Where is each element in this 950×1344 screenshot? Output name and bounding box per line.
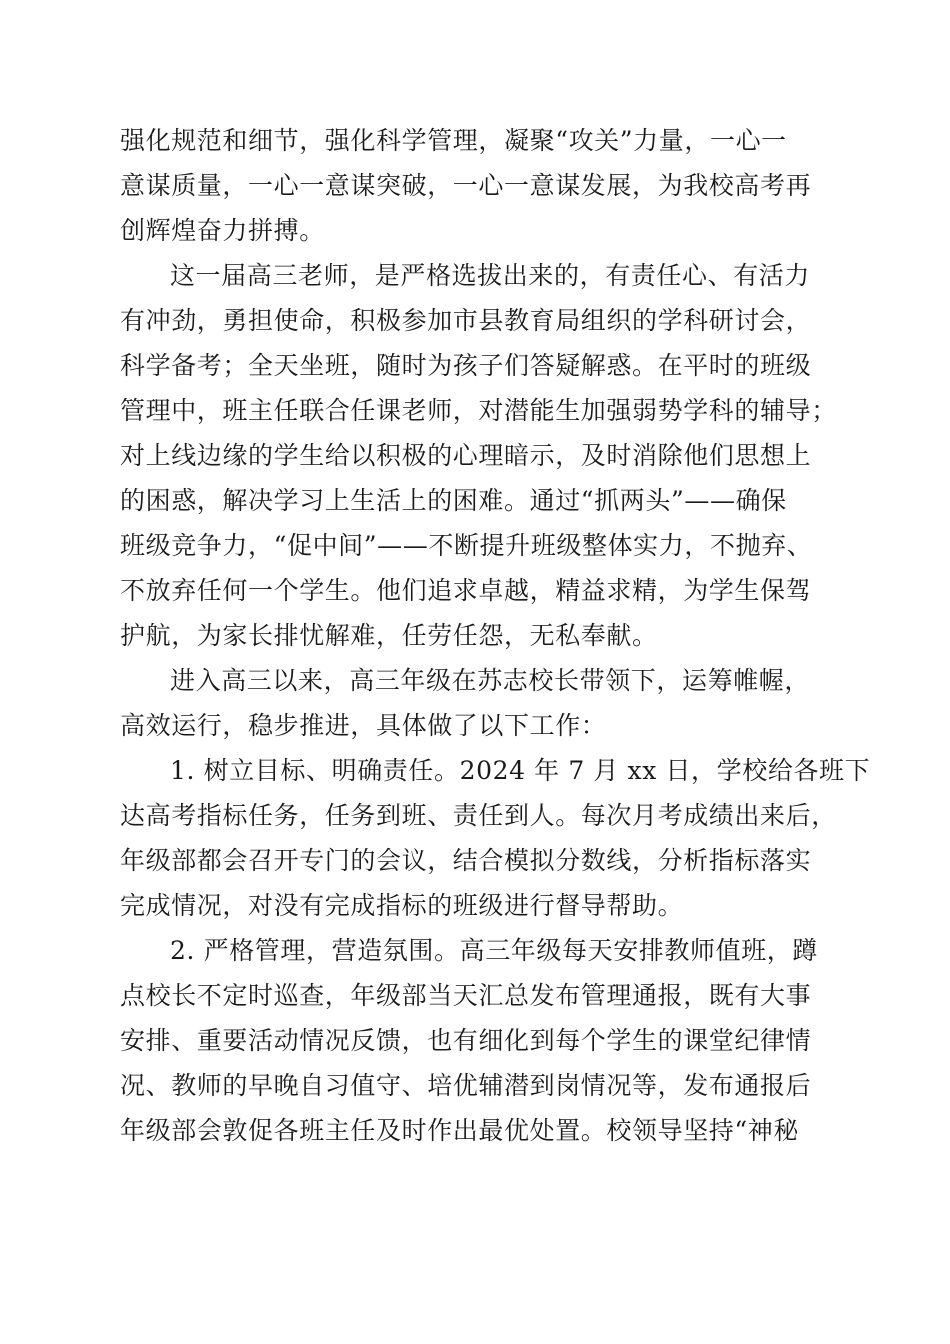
text-line: 安排、重要活动情况反馈，也有细化到每个学生的课堂纪律情 — [120, 1026, 812, 1055]
text-line: 强化规范和细节，强化科学管理，凝聚“攻关”力量，一心一 — [120, 126, 787, 155]
text-line: 点校长不定时巡查，年级部当天汇总发布管理通报，既有大事 — [120, 981, 812, 1010]
text-line: 年级部都会召开专门的会议，结合模拟分数线，分析指标落实 — [120, 846, 812, 875]
text-line: 不放弃任何一个学生。他们追求卓越，精益求精，为学生保驾 — [120, 576, 812, 605]
text-line: 护航，为家长排忧解难，任劳任怨，无私奉献。 — [120, 621, 658, 650]
paragraph-item-1 — [120, 748, 871, 928]
paragraph-continued — [120, 118, 832, 253]
paragraph-item-2 — [120, 928, 832, 1153]
text-line: 完成情况，对没有完成指标的班级进行督导帮助。 — [120, 891, 684, 920]
text-line: 的困惑，解决学习上生活上的困难。通过“抓两头”——确保 — [120, 486, 787, 515]
paragraph-teachers — [120, 253, 837, 658]
text-line: 高效运行，稳步推进，具体做了以下工作： — [120, 711, 607, 740]
text-line: 达高考指标任务，任务到班、责任到人。每次月考成绩出来后， — [120, 801, 837, 830]
text-line: 科学备考；全天坐班，随时为孩子们答疑解惑。在平时的班级 — [120, 351, 812, 380]
text-line: 况、教师的早晚自习值守、培优辅潜到岗情况等，发布通报后 — [120, 1071, 812, 1100]
text-line: 进入高三以来，高三年级在苏志校长带领下，运筹帷幄， — [170, 666, 811, 695]
text-line: 这一届高三老师，是严格选拔出来的，有责任心、有活力 — [170, 261, 811, 290]
paragraph-intro-work — [120, 658, 832, 748]
text-line: 对上线边缘的学生给以积极的心理暗示，及时消除他们思想上 — [120, 441, 812, 470]
text-line: 管理中，班主任联合任课老师，对潜能生加强弱势学科的辅导； — [120, 396, 837, 425]
text-line: 有冲劲，勇担使命，积极参加市县教育局组织的学科研讨会， — [120, 306, 812, 335]
text-line: 创辉煌奋力拼搏。 — [120, 216, 325, 245]
document-body — [120, 118, 871, 1153]
text-line: 班级竞争力，“促中间”——不断提升班级整体实力，不抛弃、 — [120, 531, 813, 560]
text-line: 2. 严格管理，营造氛围。高三年级每天安排教师值班，蹲 — [170, 936, 819, 965]
text-line: 年级部会敦促各班主任及时作出最优处置。校领导坚持“神秘 — [120, 1116, 799, 1145]
text-line: 1. 树立目标、明确责任。2024 年 7 月 xx 日，学校给各班下 — [170, 756, 871, 785]
text-line: 意谋质量，一心一意谋突破，一心一意谋发展，为我校高考再 — [120, 171, 812, 200]
